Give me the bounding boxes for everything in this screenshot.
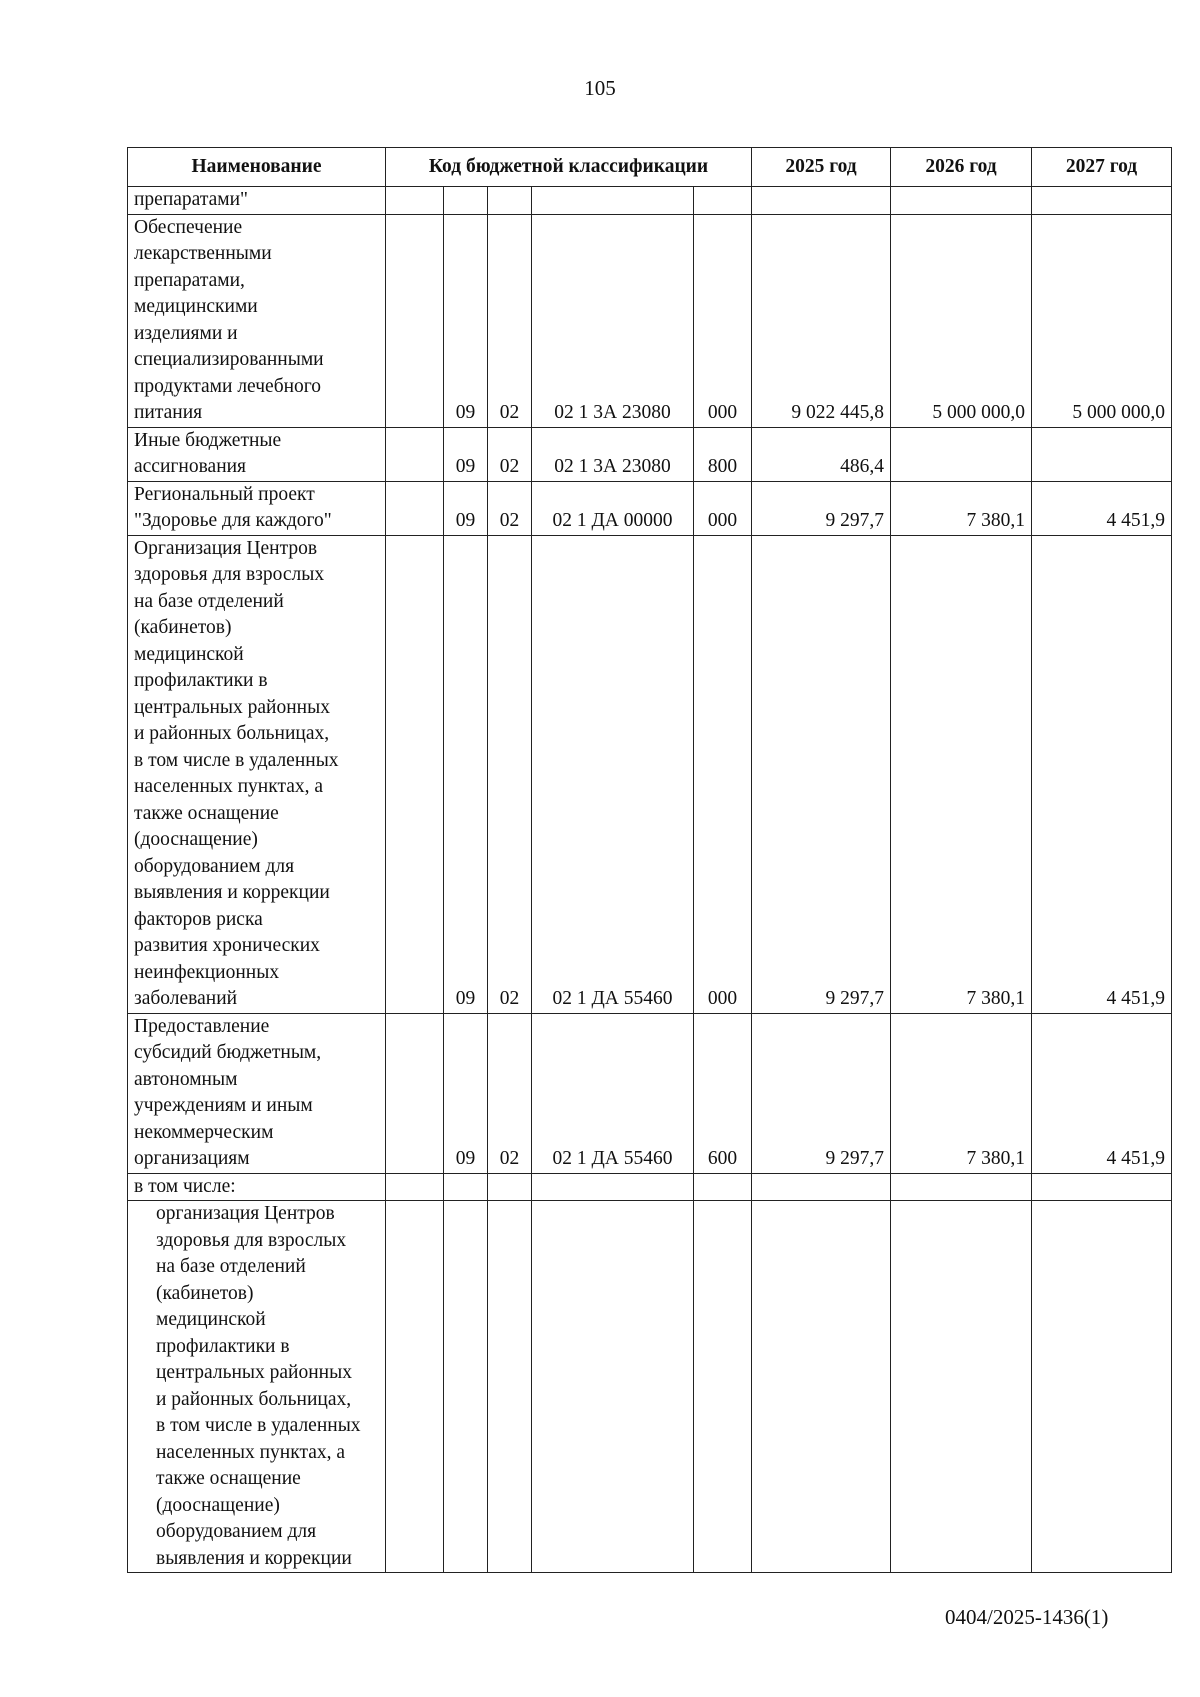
table-row [128,427,1172,481]
subsection-code [488,1173,532,1201]
expense-type-code [694,1201,752,1573]
target-article-code: 02 1 ДА 00000 [532,481,694,535]
subsection-code [488,1201,532,1573]
value-2027: 4 451,9 [1032,535,1172,1013]
value-2026: 7 380,1 [891,481,1032,535]
value-2025: 486,4 [752,427,891,481]
table-row [128,214,1172,427]
header-2027: 2027 год [1032,148,1172,187]
table-row [128,1173,1172,1201]
value-2025: 9 297,7 [752,1013,891,1173]
header-2025: 2025 год [752,148,891,187]
target-article-code [532,1173,694,1201]
table-row [128,481,1172,535]
subsection-code: 02 [488,481,532,535]
empty-cell [386,481,444,535]
target-article-code: 02 1 3А 23080 [532,427,694,481]
subsection-code: 02 [488,535,532,1013]
section-code [444,1173,488,1201]
table-row [128,1201,1172,1573]
section-code [444,187,488,215]
row-name: в том числе: [128,1173,386,1201]
value-2025 [752,1201,891,1573]
target-article-code [532,1201,694,1573]
target-article-code [532,187,694,215]
expense-type-code: 000 [694,535,752,1013]
value-2025 [752,187,891,215]
table-row [128,187,1172,215]
empty-cell [386,187,444,215]
empty-cell [386,214,444,427]
value-2026: 7 380,1 [891,535,1032,1013]
expense-type-code: 000 [694,481,752,535]
value-2025: 9 297,7 [752,535,891,1013]
expense-type-code: 000 [694,214,752,427]
table-row [128,535,1172,1013]
document-code: 0404/2025-1436(1) [945,1605,1109,1629]
value-2027 [1032,427,1172,481]
header-name: Наименование [128,148,386,187]
subsection-code: 02 [488,214,532,427]
target-article-code: 02 1 3А 23080 [532,214,694,427]
subsection-code [488,187,532,215]
header-2026: 2026 год [891,148,1032,187]
subsection-code: 02 [488,1013,532,1173]
target-article-code: 02 1 ДА 55460 [532,535,694,1013]
row-name: организация Центров здоровья для взрослых на базе отделений (кабинетов) медицинской профилактики в центральных районных и районных больницах, в том числе в удаленных населенных пунктах, а также оснащение (дооснащение) оборудованием для выявления и коррекции [128,1201,386,1573]
empty-cell [386,1173,444,1201]
row-name: Предоставление субсидий бюджетным, автономным учреждениям и иным некоммерческим организациям [128,1013,386,1173]
section-code: 09 [444,535,488,1013]
value-2027: 5 000 000,0 [1032,214,1172,427]
page-number: 105 [584,76,616,100]
value-2026 [891,427,1032,481]
expense-type-code: 600 [694,1013,752,1173]
row-name: Обеспечение лекарственными препаратами, медицинскими изделиями и специализированными продуктами лечебного питания [128,214,386,427]
expense-type-code [694,187,752,215]
row-name: Иные бюджетные ассигнования [128,427,386,481]
row-name: Региональный проект "Здоровье для каждого" [128,481,386,535]
expense-type-code: 800 [694,427,752,481]
value-2025 [752,1173,891,1201]
value-2025: 9 297,7 [752,481,891,535]
row-name: Организация Центров здоровья для взрослых на базе отделений (кабинетов) медицинской профилактики в центральных районных и районных больницах, в том числе в удаленных населенных пунктах, а также оснащение (дооснащение) оборудованием для выявления и коррекции факторов риска развития хронических неинфекционных заболеваний [128,535,386,1013]
section-code [444,1201,488,1573]
value-2026 [891,1173,1032,1201]
empty-cell [386,535,444,1013]
section-code: 09 [444,1013,488,1173]
value-2026: 7 380,1 [891,1013,1032,1173]
value-2027: 4 451,9 [1032,1013,1172,1173]
value-2027: 4 451,9 [1032,481,1172,535]
value-2026 [891,187,1032,215]
table-row [128,1013,1172,1173]
empty-cell [386,1201,444,1573]
value-2027 [1032,1201,1172,1573]
empty-cell [386,427,444,481]
value-2026 [891,1201,1032,1573]
row-name: препаратами" [128,187,386,215]
value-2026: 5 000 000,0 [891,214,1032,427]
budget-table [127,147,1172,1573]
expense-type-code [694,1173,752,1201]
value-2027 [1032,1173,1172,1201]
section-code: 09 [444,427,488,481]
header-code: Код бюджетной классификации [386,148,752,187]
section-code: 09 [444,481,488,535]
subsection-code: 02 [488,427,532,481]
section-code: 09 [444,214,488,427]
target-article-code: 02 1 ДА 55460 [532,1013,694,1173]
empty-cell [386,1013,444,1173]
table-header-row [128,148,1172,187]
value-2025: 9 022 445,8 [752,214,891,427]
value-2027 [1032,187,1172,215]
